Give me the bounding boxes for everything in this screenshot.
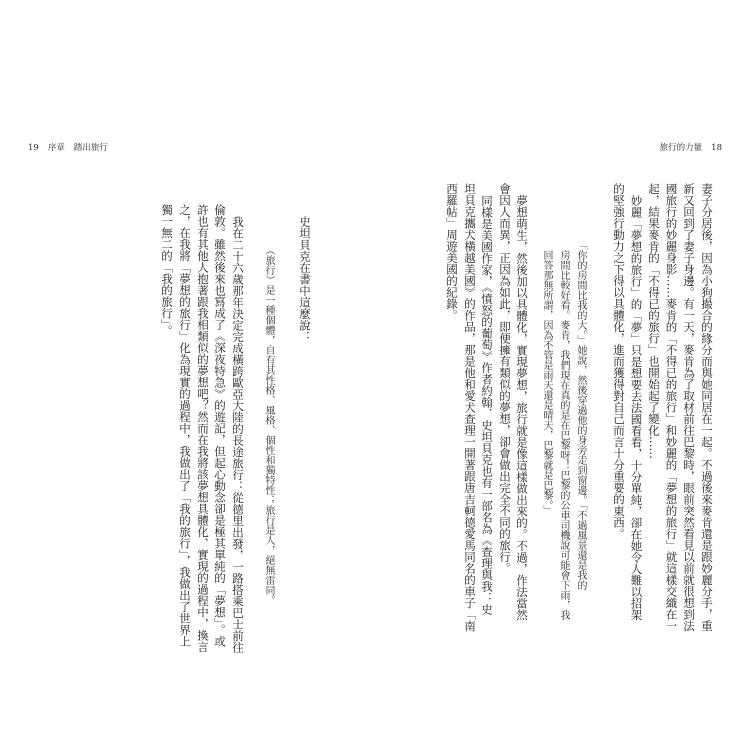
chapter-title: 踏出旅行 <box>73 143 108 153</box>
text-column: 會因人而異，正因為如此，即便擁有類似的夢想，卻會做出完全不同的旅行。 <box>498 183 512 574</box>
text-column: 的堅強行動力之下得以具體化，進而獲得對自己而言十分重要的東西。 <box>612 183 626 540</box>
text-column: 之，在我將「夢想的旅行」化為現實的過程中，我做出了「我的旅行」，我做出了世界上 <box>178 204 192 647</box>
quote-column: 回答那無所謂，因為不管是雨天還是晴天，巴黎就是巴黎。」 <box>541 250 552 515</box>
text-column: 獨一無二的「我的旅行」。 <box>160 204 174 337</box>
text-column: 倫敦。雖然後來也寫成了《深夜特急》的遊記，但起心動念卻是極其單純的「夢想」。或 <box>213 204 227 647</box>
text-column: 夢想萌生，然後加以具體化，實現夢想，旅行就是像這樣做出來的。不過，作法當然 <box>515 194 529 620</box>
left-page-number: 19 <box>28 143 39 153</box>
chapter-label: 序章 <box>47 143 65 153</box>
left-page-header <box>28 143 108 153</box>
text-column: 坦貝克攜犬橫越美國》的作品，那是他和愛犬查理一開著跟唐吉軻德愛馬同名的車子「南 <box>463 183 477 632</box>
text-column: 妻子分居後，因為小狗撮合的緣分而與她同居在一起。不過後來麥肯還是跟妙麗分手，重 <box>700 183 714 632</box>
text-column: 國旅行的妙麗身影……麥肯的「不得已的旅行」和妙麗的「夢想的旅行」就這樣交織在一 <box>664 183 679 632</box>
text-column: 史坦貝克在書中這麼說： <box>298 215 312 342</box>
text-column: 同樣是美國作家，《憤怒的葡萄》作者約翰．史坦貝克也有一部名為《查理與我：史 <box>480 194 494 615</box>
right-page <box>375 0 750 750</box>
text-column: 許也有其他人抱著跟我相類似的夢想吧？然而在我將該夢想具體化、實現的過程中，換言 <box>196 204 210 653</box>
book-title: 旅行的力量 <box>659 143 703 153</box>
right-page-number: 18 <box>711 143 722 153</box>
quote-column: 房間比較好看。麥肯，我們現在真的是在巴黎呀！巴黎的公車司機說可能會下雨，我 <box>558 250 569 620</box>
quote-column: （旅行）是一種個體，自有其性格、風格、個性和獨特性；旅行是人，絕無雷同。 <box>263 245 274 605</box>
text-column: 新又回到了妻子身邊。有一天，麥肯為了取材前往巴黎時，眼前突然看見以前就很想到法 <box>682 183 696 632</box>
right-page-header <box>660 143 722 153</box>
text-column: 西羅帖」周遊美國的紀錄。 <box>445 183 459 321</box>
text-column: 起，結果麥肯的「不得已的旅行」也開始起了變化…… <box>647 183 661 459</box>
text-column: 妙麗「夢想的旅行」的「夢」只是想要去法國看看，十分單純，卻在她令人難以招架 <box>629 194 644 620</box>
quote-column: 「你的房間比我的大。」她說，然後穿過他的身旁走到窗邊。「不過風景還是我的 <box>575 240 586 590</box>
text-column: 我在二十六歲那年決定完成橫跨歐亞大陸的長途旅行：從德里出發，一路搭乘巴士前往 <box>231 215 245 653</box>
